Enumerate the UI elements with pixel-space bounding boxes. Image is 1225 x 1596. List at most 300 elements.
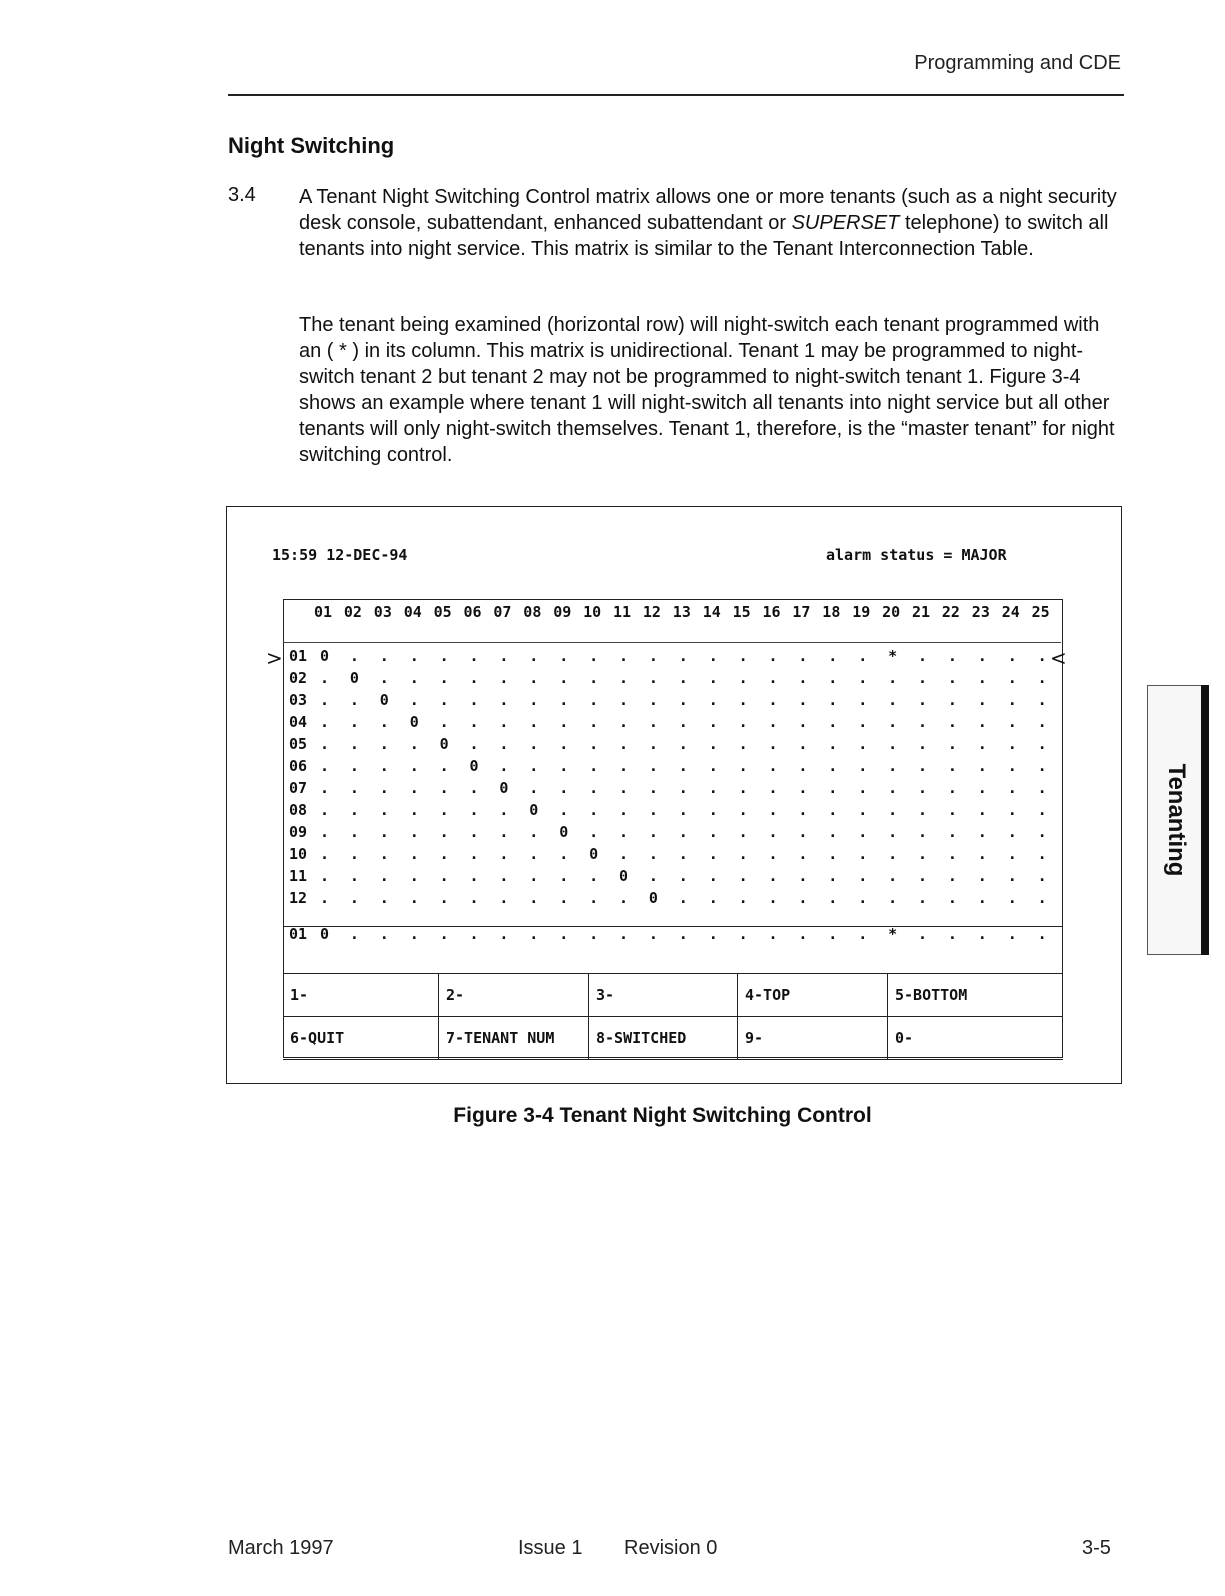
matrix-row-cell: .	[708, 713, 718, 731]
matrix-row-cell: .	[918, 669, 928, 687]
matrix-row-cell: 0	[619, 867, 629, 885]
matrix-row-cell: .	[977, 735, 987, 753]
column-header: 14	[702, 603, 721, 621]
matrix-row-cell: .	[678, 867, 688, 885]
matrix-row-cell: .	[648, 647, 658, 665]
matrix-row-cell: .	[738, 669, 748, 687]
matrix-row-cell: .	[529, 691, 539, 709]
column-header: 02	[343, 603, 362, 621]
edit-row-cell: .	[619, 925, 629, 943]
matrix-row-cell: .	[678, 669, 688, 687]
matrix-row-cell: .	[619, 647, 629, 665]
matrix-row-cell: .	[379, 669, 389, 687]
matrix-row-label: 01	[289, 647, 308, 665]
footer-issue: Issue 1	[518, 1537, 583, 1559]
matrix-row-cell: 0	[648, 889, 658, 907]
matrix-row-cell: .	[409, 735, 419, 753]
matrix-row-cell: .	[947, 779, 957, 797]
matrix-row-cell: .	[798, 889, 808, 907]
matrix-row-cell: .	[559, 845, 569, 863]
matrix-row-cell: .	[619, 823, 629, 841]
column-header: 19	[852, 603, 871, 621]
matrix-row-label: 02	[289, 669, 308, 687]
paragraph-description: The tenant being examined (horizontal row) will night-switch each tenant programmed with an ( * ) in its column. This matrix is unidirectional. Tenant 1 may be programmed to night-switch tenant 2 but tenant 2 may not be programmed to night-switch tenant 1. Figure 3-4 shows an example where tenant 1 will night-switch all tenants into night service but all other tenants will only night-switch themselves. Tenant 1, therefore, is the “master tenant” for night switching control.	[299, 314, 1115, 466]
matrix-row-cell: .	[678, 889, 688, 907]
column-header: 07	[493, 603, 512, 621]
matrix-row-cell: .	[409, 779, 419, 797]
side-tab-label: Tenanting	[1163, 763, 1190, 877]
matrix-row-cell: .	[320, 669, 330, 687]
matrix-row-cell: .	[1007, 779, 1017, 797]
matrix-row-cell: .	[499, 647, 509, 665]
matrix-row-cell: .	[648, 669, 658, 687]
column-header: 20	[882, 603, 901, 621]
edit-row-cell: .	[738, 925, 748, 943]
matrix-row-label: 07	[289, 779, 308, 797]
matrix-row-cell: .	[469, 801, 479, 819]
matrix-row-cell: 0	[439, 735, 449, 753]
matrix-row-cell: .	[768, 801, 778, 819]
matrix-row-cell: .	[1037, 757, 1047, 775]
matrix-row-cell: .	[589, 713, 599, 731]
matrix-row-cell: .	[469, 867, 479, 885]
matrix-row-cell: 0	[499, 779, 509, 797]
matrix-row-cell: .	[379, 867, 389, 885]
matrix-row-cell: .	[529, 669, 539, 687]
paragraph-intro	[299, 184, 1125, 262]
row-cursor-left: >	[266, 646, 283, 670]
matrix-row-cell: .	[1007, 867, 1017, 885]
matrix-row-cell: .	[708, 801, 718, 819]
edit-row-cell: .	[858, 925, 868, 943]
matrix-row-cell: .	[708, 757, 718, 775]
matrix-row-cell: .	[320, 779, 330, 797]
matrix-row-cell: .	[619, 845, 629, 863]
edit-row-cell: .	[409, 925, 419, 943]
matrix-row-cell: .	[828, 801, 838, 819]
header-rule	[228, 94, 1124, 96]
matrix-row-cell: .	[1037, 823, 1047, 841]
matrix-row-cell: .	[529, 757, 539, 775]
matrix-row-cell: .	[888, 669, 898, 687]
edit-row-cell: .	[469, 925, 479, 943]
matrix-row-cell: .	[768, 691, 778, 709]
matrix-row-cell: .	[768, 779, 778, 797]
matrix-row-cell: .	[947, 801, 957, 819]
edit-row-cell: .	[529, 925, 539, 943]
matrix-row-cell: .	[1007, 823, 1017, 841]
matrix-row-cell: .	[499, 669, 509, 687]
matrix-row-cell: .	[708, 779, 718, 797]
alarm-status: alarm status = MAJOR	[826, 546, 1007, 564]
column-header: 13	[672, 603, 691, 621]
matrix-row-cell: .	[768, 757, 778, 775]
matrix-row-cell: .	[499, 713, 509, 731]
softkey-switched[interactable]: 8-SWITCHED	[589, 1017, 738, 1060]
superset-brand: SUPERSET	[791, 212, 900, 234]
matrix-row-cell: .	[1037, 669, 1047, 687]
matrix-row-cell: .	[559, 757, 569, 775]
edit-row-cell: *	[888, 925, 898, 943]
matrix-row-cell: .	[977, 713, 987, 731]
edit-row-cell: .	[648, 925, 658, 943]
matrix-row-cell: .	[529, 845, 539, 863]
softkey-3[interactable]: 3-	[589, 974, 738, 1017]
matrix-row-cell: .	[888, 757, 898, 775]
matrix-row-cell: .	[768, 669, 778, 687]
matrix-row-label: 11	[289, 867, 308, 885]
matrix-row-cell: .	[648, 735, 658, 753]
matrix-row-cell: .	[1037, 779, 1047, 797]
matrix-row-cell: .	[1007, 713, 1017, 731]
matrix-row-cell: .	[499, 867, 509, 885]
matrix-row-cell: .	[977, 801, 987, 819]
softkey-1[interactable]: 1-	[283, 974, 439, 1017]
matrix-row-cell: .	[798, 867, 808, 885]
matrix-row-cell: .	[409, 867, 419, 885]
matrix-row-cell: .	[798, 801, 808, 819]
matrix-row-cell: .	[768, 845, 778, 863]
matrix-row-cell: .	[559, 647, 569, 665]
matrix-row-cell: .	[738, 845, 748, 863]
matrix-row-cell: .	[708, 823, 718, 841]
matrix-row-cell: .	[589, 779, 599, 797]
matrix-row-cell: .	[499, 845, 509, 863]
edit-row-cell: .	[559, 925, 569, 943]
matrix-row-cell: .	[708, 691, 718, 709]
softkey-bottom[interactable]: 5-BOTTOM	[888, 974, 1063, 1017]
matrix-row-cell: .	[619, 889, 629, 907]
edit-row-cell: .	[768, 925, 778, 943]
matrix-row-cell: .	[918, 823, 928, 841]
status-time: 15:59	[272, 546, 318, 564]
matrix-row-cell: .	[529, 867, 539, 885]
matrix-row-cell: .	[559, 801, 569, 819]
edit-row-cell: .	[1007, 925, 1017, 943]
matrix-row-cell: .	[828, 867, 838, 885]
matrix-row-cell: .	[678, 691, 688, 709]
matrix-row-cell: .	[888, 713, 898, 731]
matrix-row-cell: .	[1037, 647, 1047, 665]
matrix-row-cell: .	[469, 713, 479, 731]
matrix-row-cell: .	[708, 735, 718, 753]
matrix-row-cell: .	[678, 757, 688, 775]
matrix-row-cell: .	[1037, 845, 1047, 863]
matrix-row-cell: .	[1037, 867, 1047, 885]
matrix-row-cell: .	[1037, 801, 1047, 819]
matrix-row-cell: .	[349, 757, 359, 775]
edit-row-cell: .	[798, 925, 808, 943]
matrix-row-cell: .	[559, 779, 569, 797]
matrix-row-cell: .	[1007, 801, 1017, 819]
matrix-row-cell: .	[469, 845, 479, 863]
matrix-row-cell: .	[738, 779, 748, 797]
matrix-row-cell: .	[798, 713, 808, 731]
column-header: 04	[403, 603, 422, 621]
matrix-row-cell: .	[529, 889, 539, 907]
matrix-row-cell: .	[977, 779, 987, 797]
matrix-row-label: 04	[289, 713, 308, 731]
matrix-row-cell: .	[738, 691, 748, 709]
edit-row-cell: .	[589, 925, 599, 943]
matrix-row-cell: .	[349, 647, 359, 665]
matrix-row-cell: .	[379, 779, 389, 797]
matrix-row-cell: .	[1007, 889, 1017, 907]
column-header: 22	[941, 603, 960, 621]
figure-caption-text: Figure 3-4 Tenant Night Switching Control	[453, 1104, 872, 1127]
matrix-row-cell: .	[589, 889, 599, 907]
matrix-row-cell: .	[798, 647, 808, 665]
matrix-row-cell: .	[469, 691, 479, 709]
matrix-row-cell: 0	[409, 713, 419, 731]
column-header: 16	[762, 603, 781, 621]
matrix-row-cell: .	[619, 691, 629, 709]
edit-row-label: 01	[289, 925, 308, 943]
column-header: 24	[1001, 603, 1020, 621]
matrix-row-cell: .	[499, 691, 509, 709]
matrix-row-cell: .	[918, 867, 928, 885]
matrix-row-cell: .	[738, 889, 748, 907]
matrix-row-cell: .	[888, 801, 898, 819]
matrix-row-cell: .	[439, 823, 449, 841]
matrix-row-cell: .	[947, 889, 957, 907]
matrix-row-cell: .	[619, 713, 629, 731]
edit-row-cell: .	[1037, 925, 1047, 943]
footer-revision: Revision 0	[624, 1537, 718, 1559]
matrix-row-cell: .	[888, 779, 898, 797]
matrix-row-cell: .	[678, 779, 688, 797]
matrix-row-cell: .	[858, 889, 868, 907]
matrix-row-cell: .	[977, 757, 987, 775]
column-header: 05	[433, 603, 452, 621]
matrix-row-cell: .	[708, 867, 718, 885]
column-header: 03	[373, 603, 392, 621]
matrix-row-cell: .	[648, 867, 658, 885]
matrix-row-cell: .	[648, 691, 658, 709]
matrix-row-cell: .	[768, 823, 778, 841]
matrix-row-cell: .	[828, 823, 838, 841]
column-header: 23	[971, 603, 990, 621]
matrix-row-cell: .	[918, 757, 928, 775]
matrix-row-cell: .	[559, 889, 569, 907]
footer-date: March 1997	[228, 1537, 334, 1559]
matrix-row-cell: .	[379, 735, 389, 753]
matrix-row-cell: .	[439, 889, 449, 907]
column-header: 09	[553, 603, 572, 621]
matrix-row-cell: .	[828, 889, 838, 907]
matrix-row-label: 05	[289, 735, 308, 753]
matrix-row-cell: .	[738, 867, 748, 885]
running-head: Programming and CDE	[914, 52, 1121, 74]
matrix-row-cell: .	[768, 647, 778, 665]
matrix-row-cell: .	[439, 647, 449, 665]
softkey-2[interactable]: 2-	[439, 974, 589, 1017]
edit-row-cell: .	[708, 925, 718, 943]
status-time-date	[272, 546, 407, 564]
matrix-row-cell: .	[1007, 691, 1017, 709]
matrix-row-cell: .	[589, 823, 599, 841]
matrix-row-cell: .	[768, 713, 778, 731]
matrix-row-cell: 0	[349, 669, 359, 687]
matrix-row-cell: .	[798, 691, 808, 709]
matrix-row-cell: .	[858, 691, 868, 709]
matrix-row-cell: .	[918, 647, 928, 665]
matrix-row-cell: .	[738, 757, 748, 775]
matrix-row-cell: .	[499, 801, 509, 819]
matrix-row-cell: .	[648, 801, 658, 819]
matrix-row-cell: .	[439, 691, 449, 709]
matrix-row-cell: .	[589, 669, 599, 687]
matrix-row-cell: .	[559, 669, 569, 687]
matrix-row-cell: .	[977, 867, 987, 885]
column-header: 15	[732, 603, 751, 621]
matrix-row-cell: .	[379, 889, 389, 907]
matrix-row-cell: .	[798, 845, 808, 863]
matrix-row-cell: .	[469, 889, 479, 907]
matrix-row-cell: .	[559, 691, 569, 709]
softkey-quit[interactable]: 6-QUIT	[283, 1017, 439, 1060]
matrix-row-cell: .	[738, 713, 748, 731]
matrix-row-cell: .	[589, 757, 599, 775]
matrix-row-cell: .	[828, 691, 838, 709]
matrix-row-cell: .	[619, 779, 629, 797]
matrix-row-cell: .	[589, 735, 599, 753]
matrix-row-cell: .	[738, 735, 748, 753]
matrix-row-cell: .	[918, 735, 928, 753]
matrix-row-cell: .	[529, 735, 539, 753]
matrix-row-cell: .	[439, 713, 449, 731]
figure-caption	[0, 1104, 1225, 1128]
matrix-row-cell: .	[828, 757, 838, 775]
matrix-row-cell: .	[947, 867, 957, 885]
matrix-row-cell: .	[349, 889, 359, 907]
matrix-row-cell: .	[828, 647, 838, 665]
matrix-row-cell: 0	[469, 757, 479, 775]
matrix-row-cell: .	[499, 889, 509, 907]
matrix-row-cell: .	[858, 757, 868, 775]
paragraph-number: 3.4	[228, 184, 256, 206]
softkey-grid	[283, 973, 1063, 1059]
matrix-row-cell: .	[1037, 735, 1047, 753]
matrix-row-cell: .	[469, 779, 479, 797]
matrix-row-cell: .	[888, 691, 898, 709]
matrix-row-cell: .	[858, 735, 868, 753]
matrix-row-cell: 0	[379, 691, 389, 709]
row-cursor-right: <	[1050, 646, 1067, 670]
matrix-row-cell: .	[768, 889, 778, 907]
matrix-row-cell: .	[738, 823, 748, 841]
column-header: 06	[463, 603, 482, 621]
matrix-row-cell: 0	[320, 647, 330, 665]
column-header: 08	[523, 603, 542, 621]
matrix-row-cell: .	[409, 801, 419, 819]
matrix-row-cell: .	[858, 779, 868, 797]
column-header: 17	[792, 603, 811, 621]
matrix-row-cell: .	[439, 867, 449, 885]
matrix-row-cell: .	[648, 757, 658, 775]
column-header: 25	[1031, 603, 1050, 621]
matrix-row-cell: .	[768, 867, 778, 885]
edit-row-cell: .	[678, 925, 688, 943]
matrix-row-cell: .	[469, 735, 479, 753]
matrix-row-cell: .	[918, 801, 928, 819]
matrix-row-cell: .	[619, 801, 629, 819]
matrix-row-cell: .	[499, 823, 509, 841]
matrix-row-cell: .	[977, 823, 987, 841]
matrix-row-cell: .	[708, 845, 718, 863]
edit-row-cell: .	[828, 925, 838, 943]
matrix-row-cell: .	[1007, 669, 1017, 687]
edit-row-separator	[283, 926, 1063, 927]
matrix-row-cell: .	[858, 845, 868, 863]
status-date: 12-DEC-94	[326, 546, 408, 564]
matrix-row-cell: .	[888, 845, 898, 863]
matrix-row-cell: 0	[559, 823, 569, 841]
matrix-row-cell: .	[379, 823, 389, 841]
matrix-row-cell: .	[828, 713, 838, 731]
softkey-top[interactable]: 4-TOP	[738, 974, 888, 1017]
column-header: 18	[822, 603, 841, 621]
matrix-row-cell: .	[648, 779, 658, 797]
matrix-row-cell: .	[738, 647, 748, 665]
column-header: 11	[613, 603, 632, 621]
matrix-row-cell: .	[529, 779, 539, 797]
matrix-row-cell: .	[559, 735, 569, 753]
matrix-row-cell: .	[439, 669, 449, 687]
matrix-row-cell: .	[947, 691, 957, 709]
matrix-row-cell: .	[1007, 845, 1017, 863]
matrix-row-cell: .	[409, 757, 419, 775]
matrix-row-cell: .	[918, 779, 928, 797]
matrix-row-cell: .	[349, 779, 359, 797]
matrix-row-cell: .	[828, 845, 838, 863]
matrix-row-cell: .	[529, 647, 539, 665]
edit-row-cell: .	[977, 925, 987, 943]
matrix-row-cell: .	[559, 867, 569, 885]
matrix-row-cell: .	[977, 889, 987, 907]
matrix-row-cell: .	[499, 735, 509, 753]
softkey-0[interactable]: 0-	[888, 1017, 1063, 1060]
softkey-tenant-num[interactable]: 7-TENANT NUM	[439, 1017, 589, 1060]
matrix-row-cell: .	[379, 845, 389, 863]
matrix-row-cell: .	[529, 713, 539, 731]
matrix-row-cell: .	[439, 779, 449, 797]
matrix-row-cell: .	[320, 845, 330, 863]
matrix-row-cell: .	[320, 735, 330, 753]
matrix-row-cell: .	[409, 889, 419, 907]
paragraph-intro-part2: telephone) to switch all tenants into night service. This matrix is similar to the Tenant Interconnection Table.	[299, 212, 1109, 260]
matrix-row-cell: .	[1007, 757, 1017, 775]
softkey-9[interactable]: 9-	[738, 1017, 888, 1060]
matrix-row-cell: .	[349, 823, 359, 841]
matrix-row-cell: .	[947, 735, 957, 753]
matrix-row-cell: .	[828, 669, 838, 687]
matrix-row-cell: .	[888, 867, 898, 885]
matrix-row-cell: .	[439, 801, 449, 819]
matrix-row-cell: .	[409, 669, 419, 687]
edit-row-cell: 0	[320, 925, 330, 943]
matrix-row-cell: .	[678, 845, 688, 863]
matrix-row-cell: .	[947, 845, 957, 863]
matrix-row-cell: .	[469, 669, 479, 687]
matrix-row-cell: .	[349, 691, 359, 709]
matrix-row-cell: .	[977, 845, 987, 863]
matrix-row-cell: .	[320, 713, 330, 731]
matrix-row-cell: .	[1037, 691, 1047, 709]
matrix-row-cell: .	[469, 823, 479, 841]
column-header: 12	[642, 603, 661, 621]
matrix-row-cell: .	[409, 691, 419, 709]
